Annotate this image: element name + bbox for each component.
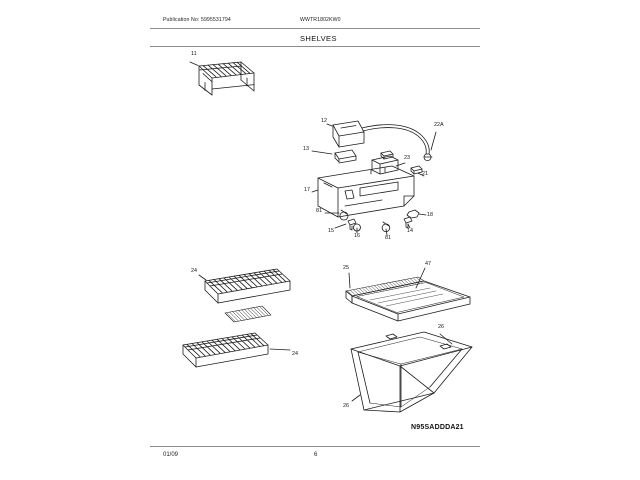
- part-12-cover: [333, 121, 364, 147]
- shelf-overlap-shading: [225, 306, 271, 322]
- leader-47: [416, 268, 425, 288]
- leader-22a: [431, 132, 436, 150]
- callout-25: 25: [343, 265, 349, 271]
- leader-26-right: [440, 334, 452, 344]
- leader-15: [335, 224, 346, 228]
- part-11-wire-rack: [190, 62, 254, 95]
- leader-17: [312, 190, 318, 192]
- part-24-upper-shelf: [205, 269, 290, 303]
- callout-26-right: 26: [438, 324, 444, 330]
- callout-24-upper: 24: [191, 268, 197, 274]
- callout-15: 15: [328, 228, 334, 234]
- callout-23: 23: [404, 155, 410, 161]
- leader-25: [349, 273, 350, 288]
- leader-24-lower: [270, 349, 290, 350]
- part-47-glass-shelf: [352, 281, 470, 321]
- part-22a-tube: [362, 125, 432, 161]
- callout-16: 16: [354, 233, 360, 239]
- leader-18: [419, 214, 426, 215]
- callout-81-left: 81: [316, 208, 322, 214]
- callout-13: 13: [303, 146, 309, 152]
- leader-23: [396, 163, 405, 166]
- publication-value: 5995531794: [200, 17, 231, 23]
- part-25-front-trim: [346, 277, 424, 303]
- callout-47: 47: [425, 261, 431, 267]
- callout-22a: 22A: [434, 122, 444, 128]
- footer-divider: [150, 446, 480, 447]
- page-number: 6: [314, 452, 318, 458]
- part-13-clip: [335, 150, 356, 163]
- publication-label: Publication No:: [163, 17, 200, 23]
- leader-26-left: [352, 395, 360, 401]
- callout-26-left: 26: [343, 403, 349, 409]
- part-21-fitting: [411, 166, 422, 174]
- diagram-code: N95SADDDA21: [411, 424, 464, 431]
- model-number: WWTR1802KW0: [300, 17, 341, 23]
- part-26-crisper-drawers: [351, 332, 472, 412]
- callout-17: 17: [304, 187, 310, 193]
- revision-date: 01/09: [163, 452, 179, 458]
- part-18-nut: [407, 210, 419, 218]
- page-title: SHELVES: [300, 34, 337, 43]
- callout-81-right: 81: [385, 235, 391, 241]
- leader-12: [327, 124, 332, 126]
- callout-12: 12: [321, 118, 327, 124]
- leader-24-upper: [199, 275, 206, 280]
- callout-21: 21: [422, 171, 428, 177]
- callout-24-lower: 24: [292, 351, 298, 357]
- part-14-screw: [404, 217, 412, 228]
- callout-11: 11: [191, 51, 197, 57]
- leader-13: [312, 151, 332, 154]
- callout-14: 14: [407, 228, 413, 234]
- part-24-lower-shelf: [183, 333, 268, 367]
- part-81-left-fastener: [340, 210, 348, 220]
- callout-18: 18: [427, 212, 433, 218]
- part-17-water-tray: [318, 166, 414, 217]
